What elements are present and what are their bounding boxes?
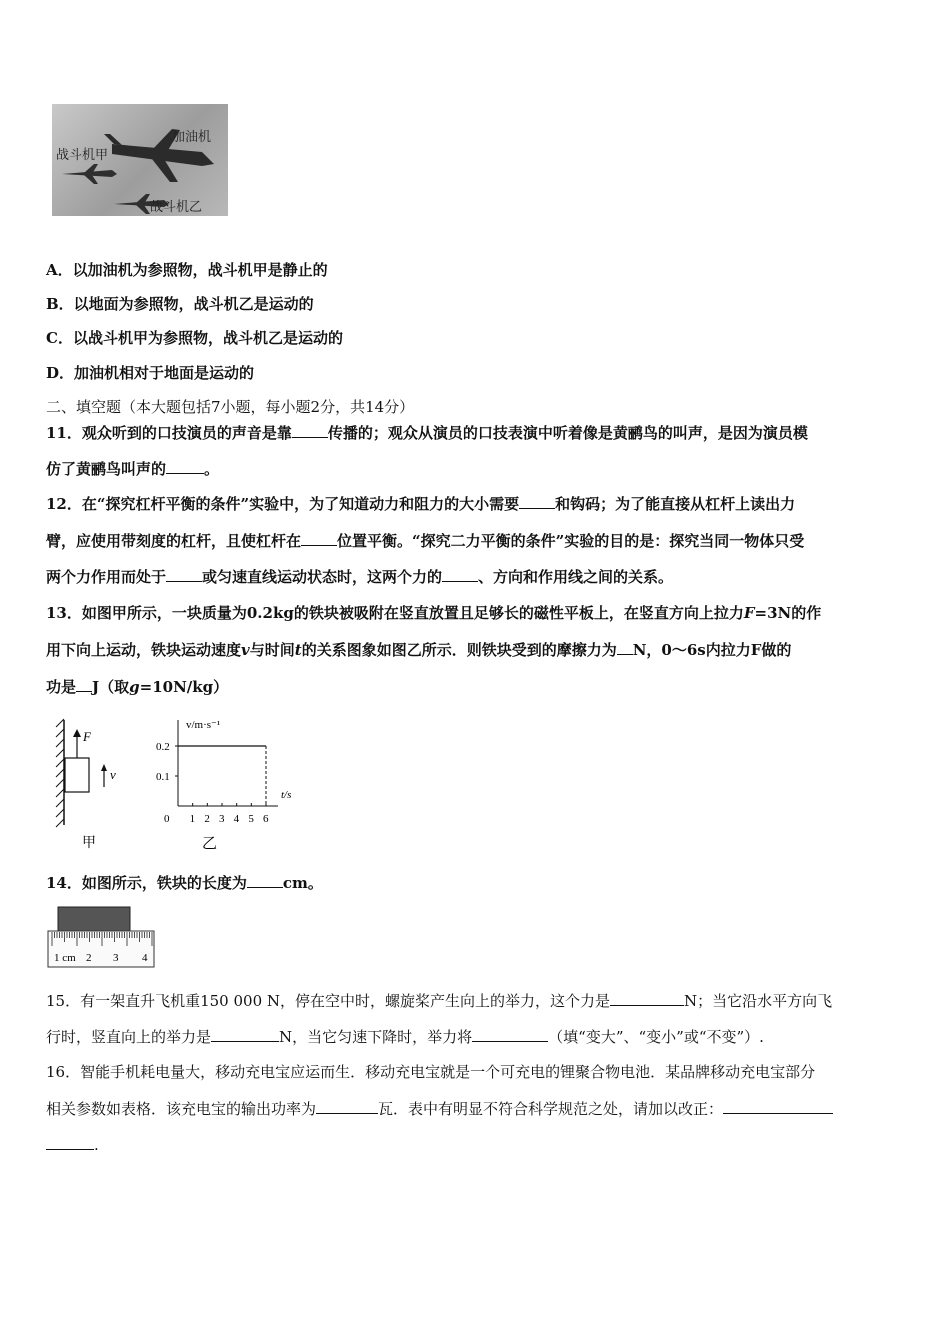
q16-line3	[46, 1135, 99, 1155]
velocity-arrowhead	[101, 764, 107, 771]
chart-x-tick-label: 2	[204, 813, 210, 825]
q11-line2	[46, 459, 219, 479]
q11-blank2	[166, 459, 204, 474]
q13-line3	[46, 677, 228, 697]
q12-text1: 12．在“探究杠杆平衡的条件”实验中，为了知道动力和阻力的大小需要	[46, 495, 520, 513]
iron-block	[65, 758, 89, 792]
q11-text2: 传播的；观众从演员的口技表演中听着像是黄鹂鸟的叫声，是因为演员模	[327, 424, 808, 442]
ruler-label-2: 2	[86, 952, 92, 964]
chart-y-tick-label: 0.1	[156, 771, 170, 783]
q13-line2	[46, 640, 791, 660]
force-arrowhead	[73, 729, 81, 737]
fighter-b-label: 战斗机乙	[150, 200, 203, 215]
q12-text3: 臂，应使用带刻度的杠杆，且使杠杆在	[46, 532, 302, 550]
q15-blank2	[211, 1027, 279, 1042]
chart-x-tick-label: 6	[263, 813, 269, 825]
q13-text8: J（取	[92, 678, 130, 696]
q11-text1: 11．观众听到的口技演员的声音是靠	[46, 424, 292, 442]
q12-text2: 和钩码；为了能直接从杠杆上读出力	[555, 495, 796, 513]
chart-x-tick-label: 5	[248, 813, 254, 825]
q12-blank1	[519, 494, 555, 509]
option-a: A．以加油机为参照物，战斗机甲是静止的	[46, 261, 328, 279]
section-heading: 二、填空题（本大题包括7小题，每小题2分，共14分）	[46, 398, 415, 416]
q13-text7: 功是	[46, 678, 77, 696]
q12-text5: 两个力作用而处于	[46, 568, 167, 586]
q15-text4: N，当它匀速下降时，举力将	[279, 1028, 473, 1046]
q15-text2: N；当它沿水平方向飞	[684, 992, 833, 1010]
q13-blank1	[617, 640, 633, 655]
q11-line1	[46, 423, 808, 443]
q12-text4: 位置平衡。“探究二力平衡的条件”实验的目的是：探究当同一物体只受	[337, 532, 805, 550]
ruler-label-4: 4	[142, 952, 148, 964]
aircraft-refueling-photo	[52, 104, 228, 216]
q16-text4: .	[94, 1136, 99, 1154]
velocity-label: v	[110, 767, 116, 782]
option-c: C．以战斗机甲为参照物，战斗机乙是运动的	[46, 329, 343, 347]
q12-line2	[46, 531, 804, 551]
q15-line1	[46, 991, 832, 1011]
ruler-label-1: 1 cm	[54, 952, 76, 964]
chart-series	[178, 746, 266, 806]
chart-y-label: v/m·s⁻¹	[186, 719, 221, 731]
q12-line3	[46, 567, 673, 587]
q16-text2: 相关参数如表格．该充电宝的输出功率为	[46, 1100, 317, 1118]
q12-blank2	[301, 531, 337, 546]
q12-line1	[46, 494, 795, 514]
chart-x-label: t/s	[281, 789, 292, 801]
q14-blank	[247, 873, 283, 888]
q13-F-symbol: F	[743, 604, 755, 622]
q12-text6: 或匀速直线运动状态时，这两个力的	[202, 568, 443, 586]
q13-text9: =10N/kg）	[139, 678, 229, 696]
chart-y-tick-label: 0.2	[156, 741, 170, 753]
q13-g-symbol: g	[129, 678, 140, 696]
q11-blank1	[292, 423, 328, 438]
q16-blank1	[316, 1099, 378, 1114]
ruler-label-3: 3	[113, 952, 119, 964]
figure-jia-caption: 甲	[82, 835, 96, 851]
q13-t-symbol: t	[294, 641, 302, 659]
q16-line2	[46, 1099, 833, 1119]
chart-x-tick-label: 4	[233, 813, 240, 825]
q15-blank1	[610, 991, 684, 1006]
q12-blank4	[442, 567, 478, 582]
iron-bar	[58, 907, 130, 931]
q13-line1	[46, 603, 821, 623]
force-label: F	[83, 729, 91, 744]
figure-jia	[52, 715, 132, 855]
q13-text4: 与时间	[249, 641, 295, 659]
q13-blank2	[76, 677, 92, 692]
q15-text3: 行时，竖直向上的举力是	[46, 1028, 212, 1046]
q16-blank2	[723, 1099, 833, 1114]
q13-text3: 用下向上运动，铁块运动速度	[46, 641, 242, 659]
q14-text2: cm。	[282, 874, 323, 892]
q16-text3: 瓦．表中有明显不符合科学规范之处，请加以改正：	[378, 1100, 724, 1118]
option-d: D．加油机相对于地面是运动的	[46, 364, 255, 382]
q16-text1: 16．智能手机耗电量大，移动充电宝应运而生．移动充电宝就是一个可充电的锂聚合物电池．某品牌移动充电宝部分	[46, 1063, 816, 1081]
q11-text3: 仿了黄鹂鸟叫声的	[46, 460, 167, 478]
chart-x-tick-label: 3	[219, 813, 225, 825]
q13-text1: 13．如图甲所示，一块质量为0.2kg的铁块被吸附在竖直放置且足够长的磁性平板上，在竖直方向上拉力	[46, 604, 744, 622]
q13-v-symbol: v	[241, 641, 250, 659]
q12-blank3	[166, 567, 202, 582]
option-b: B．以地面为参照物，战斗机乙是运动的	[46, 295, 314, 313]
q15-blank3	[472, 1027, 548, 1042]
tanker-label: 加油机	[172, 130, 212, 145]
fighter-a-label: 战斗机甲	[56, 148, 109, 163]
chart-x-tick-label: 0	[164, 813, 170, 825]
chart-x-tick-label: 1	[189, 813, 196, 825]
wall-hatch	[56, 719, 64, 827]
q15-line2	[46, 1027, 764, 1047]
fighter-a-icon	[62, 164, 117, 184]
chart-axes	[178, 720, 278, 806]
q16-line1	[46, 1062, 815, 1082]
q15-text1: 15．有一架直升飞机重150 000 N，停在空中时，螺旋桨产生向上的举力，这个力是	[46, 992, 611, 1010]
q13-text2: =3N的作	[754, 604, 822, 622]
q15-text5: （填“变大”、“变小”或“不变”）.	[548, 1028, 764, 1046]
chart-y-ticks	[156, 741, 178, 783]
q14-line	[46, 873, 323, 893]
ruler-figure	[46, 905, 158, 970]
q12-text7: 、方向和作用线之间的关系。	[478, 568, 674, 586]
q13-text6: N，0～6s内拉力F做的	[632, 641, 792, 659]
q14-text1: 14．如图所示，铁块的长度为	[46, 874, 247, 892]
q13-text5: 的关系图象如图乙所示．则铁块受到的摩擦力为	[301, 641, 617, 659]
q16-blank3	[46, 1135, 94, 1150]
q11-text4: 。	[204, 460, 220, 478]
figure-yi-chart	[150, 712, 310, 857]
chart-caption: 乙	[202, 834, 218, 852]
